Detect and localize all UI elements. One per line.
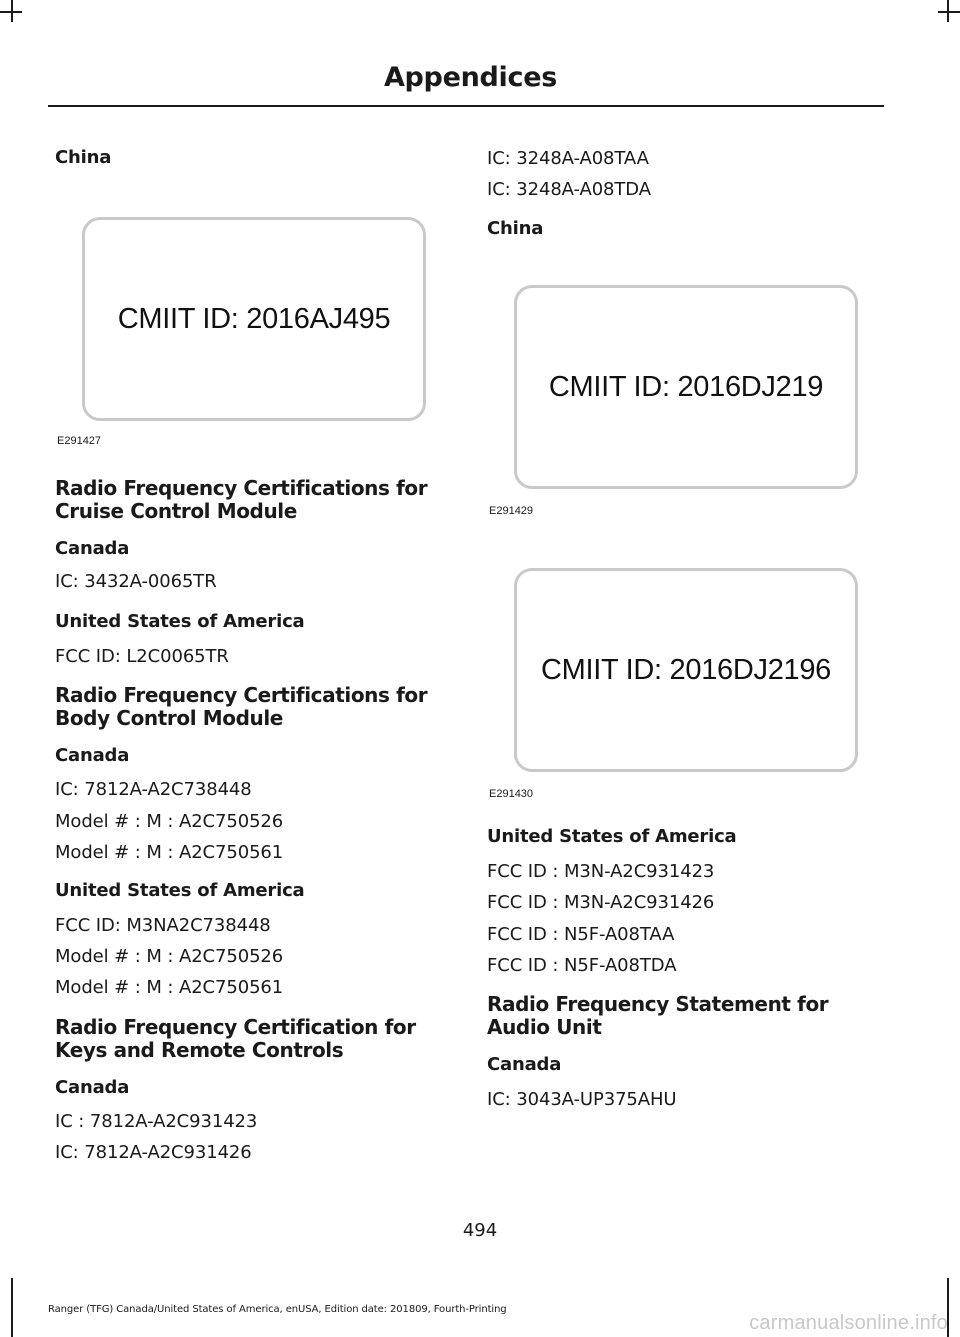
body-model-text: Model # : M : A2C750526 [55, 946, 284, 967]
keys-remote-heading [55, 1016, 416, 1062]
body-control-heading [55, 684, 427, 730]
audio-ic-text: IC: 3043A-UP375AHU [487, 1089, 677, 1110]
cruise-ic-text: IC: 3432A-0065TR [55, 571, 217, 592]
cruise-control-heading [55, 477, 427, 523]
body-model-text: Model # : M : A2C750561 [55, 842, 284, 863]
crop-mark-bottom-left-v [11, 1278, 13, 1337]
right-ic-text: IC: 3248A-A08TDA [487, 179, 651, 200]
heading-line: Body Control Module [55, 706, 283, 730]
cruise-usa-subheading: United States of America [55, 611, 305, 632]
audio-unit-heading [487, 993, 828, 1039]
cruise-canada-subheading: Canada [55, 538, 130, 559]
keys-ic-text: IC: 7812A-A2C931426 [55, 1142, 252, 1163]
cmiit-id-text: CMIIT ID: 2016AJ495 [117, 302, 391, 335]
cmiit-label-figure-2 [514, 285, 858, 489]
footer-edition-text: Ranger (TFG) Canada/United States of America, enUSA, Edition date: 201809, Fourth-Printing [48, 1304, 507, 1315]
body-model-text: Model # : M : A2C750561 [55, 977, 284, 998]
heading-line: Radio Frequency Certifications for [55, 476, 428, 500]
right-fcc-text: FCC ID : M3N-A2C931423 [487, 861, 715, 882]
crop-mark-top-right-h [938, 11, 960, 13]
right-usa-subheading: United States of America [487, 826, 737, 847]
body-model-text: Model # : M : A2C750526 [55, 811, 284, 832]
header-divider [48, 105, 884, 107]
body-usa-subheading: United States of America [55, 880, 305, 901]
page-title: Appendices [383, 62, 557, 93]
heading-line: Radio Frequency Statement for [487, 992, 829, 1016]
right-fcc-text: FCC ID : N5F-A08TAA [487, 924, 675, 945]
crop-mark-top-left-h [0, 11, 22, 13]
keys-ic-text: IC : 7812A-A2C931423 [55, 1111, 258, 1132]
audio-canada-subheading: Canada [487, 1054, 562, 1075]
right-fcc-text: FCC ID : M3N-A2C931426 [487, 892, 715, 913]
china-heading-right: China [487, 218, 544, 239]
page-number: 494 [462, 1220, 498, 1241]
heading-line: Radio Frequency Certification for [55, 1015, 416, 1039]
heading-line: Cruise Control Module [55, 499, 297, 523]
keys-canada-subheading: Canada [55, 1077, 130, 1098]
cmiit-label-figure-3 [514, 568, 858, 772]
heading-line: Radio Frequency Certifications for [55, 683, 428, 707]
cruise-fcc-text: FCC ID: L2C0065TR [55, 646, 229, 667]
watermark-text: carmanualsonline.info [749, 1312, 948, 1334]
body-fcc-text: FCC ID: M3NA2C738448 [55, 915, 271, 936]
body-canada-subheading: Canada [55, 745, 130, 766]
china-heading-left: China [55, 147, 112, 168]
right-fcc-text: FCC ID : N5F-A08TDA [487, 955, 677, 976]
heading-line: Audio Unit [487, 1015, 602, 1039]
cmiit-label-figure-1 [82, 217, 426, 421]
cmiit-id-text: CMIIT ID: 2016DJ2196 [540, 653, 832, 686]
figure-code: E291429 [489, 505, 534, 517]
right-ic-text: IC: 3248A-A08TAA [487, 148, 649, 169]
cmiit-id-text: CMIIT ID: 2016DJ219 [548, 370, 824, 403]
figure-code: E291430 [489, 788, 534, 800]
body-ic-text: IC: 7812A-A2C738448 [55, 779, 252, 800]
figure-code: E291427 [57, 435, 102, 447]
heading-line: Keys and Remote Controls [55, 1038, 344, 1062]
